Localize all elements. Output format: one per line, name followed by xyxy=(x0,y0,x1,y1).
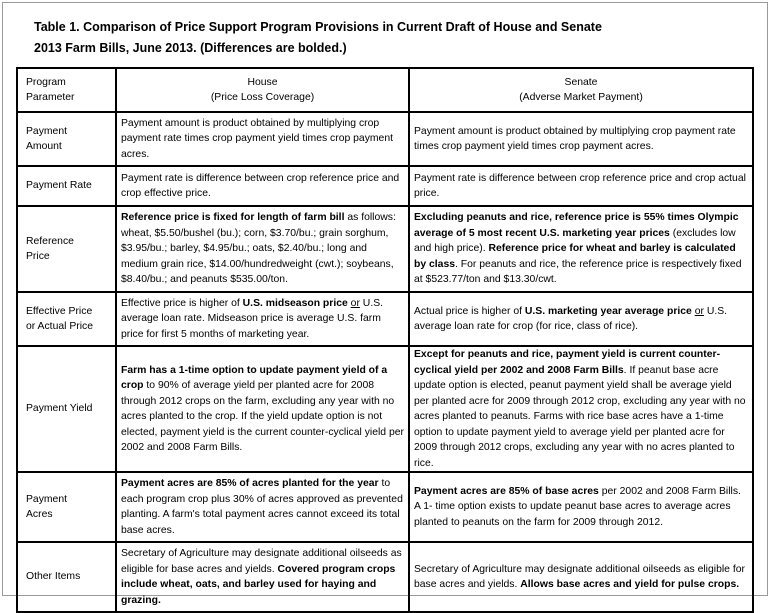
senate-payment-amount: Payment amount is product obtained by multiplying crop payment rate times crop payment yield times crop payment acres. xyxy=(409,112,753,166)
title-line-2: 2013 Farm Bills, June 2013. (Differences are bolded.) xyxy=(34,41,347,55)
param-other-items: Other Items xyxy=(17,542,116,612)
table-row-other-items xyxy=(17,542,753,612)
table-row-reference-price xyxy=(17,206,753,292)
header-senate: Senate (Adverse Market Payment) xyxy=(409,68,753,112)
param-payment-rate: Payment Rate xyxy=(17,166,116,206)
house-payment-amount: Payment amount is product obtained by multiplying crop payment rate times crop payment yield times crop payment acres. xyxy=(116,112,409,166)
senate-other-items: Secretary of Agriculture may designate additional oilseeds as eligible for base acres and yields. Allows base acres and yield for pulse crops. xyxy=(409,542,753,612)
table-row-payment-amount xyxy=(17,112,753,166)
header-program-parameter: Program Parameter xyxy=(17,68,116,112)
house-payment-acres: Payment acres are 85% of acres planted for the year to each program crop plus 30% of acres approved as prevented planting. A farm's total payment acres cannot exceed its total base acres. xyxy=(116,472,409,542)
table-row-effective-price xyxy=(17,292,753,346)
house-other-items: Secretary of Agriculture may designate additional oilseeds as eligible for base acres and yields. Covered program crops include wheat, oats, and barley used for haying and grazing. xyxy=(116,542,409,612)
table-row-payment-yield xyxy=(17,346,753,472)
table-row-payment-rate xyxy=(17,166,753,206)
param-payment-amount: Payment Amount xyxy=(17,112,116,166)
table-row-payment-acres xyxy=(17,472,753,542)
header-house: House (Price Loss Coverage) xyxy=(116,68,409,112)
param-payment-acres: Payment Acres xyxy=(17,472,116,542)
header-row xyxy=(17,68,753,112)
house-effective-price: Effective price is higher of U.S. midseason price or U.S. average loan rate. Midseason price is average U.S. farm price for first 5 months of marketing year. xyxy=(116,292,409,346)
house-payment-yield: Farm has a 1-time option to update payment yield of a crop to 90% of average yield per planted acre for 2008 through 2012 crops on the farm, excluding any year with no acres planted to the crop. If the yield update option is not elected, payment yield is the current counter-cyclical yield per 2002 and 2008 Farm Bills. xyxy=(116,346,409,472)
table-title xyxy=(34,17,754,59)
senate-payment-yield: Except for peanuts and rice, payment yield is current counter-cyclical yield per 2002 and 2008 Farm Bills. If peanut base acre update option is elected, peanut payment yield shall be average yield per planted acre for 2009 through 2012 crop, excluding any year with no acres planted to peanuts. Farms with rice base acres have a 1-time option to update payment yield to average yield per planted acre for 2009 through 2012 crops, excluding any year with no acres planted to rice. xyxy=(409,346,753,472)
param-effective-price: Effective Price or Actual Price xyxy=(17,292,116,346)
param-payment-yield: Payment Yield xyxy=(17,346,116,472)
param-reference-price: Reference Price xyxy=(17,206,116,292)
senate-payment-rate: Payment rate is difference between crop reference price and crop actual price. xyxy=(409,166,753,206)
comparison-table xyxy=(16,67,754,613)
senate-payment-acres: Payment acres are 85% of base acres per 2002 and 2008 Farm Bills. A 1- time option exists to update peanut base acres to average acres planted to peanuts on the farm for 2009 through 2012. xyxy=(409,472,753,542)
senate-effective-price: Actual price is higher of U.S. marketing year average price or U.S. average loan rate for crop (for rice, class of rice). xyxy=(409,292,753,346)
senate-reference-price: Excluding peanuts and rice, reference price is 55% times Olympic average of 5 most recent U.S. marketing year prices (excludes low and high price). Reference price for wheat and barley is calculated by class. For peanuts and rice, the reference price is respectively fixed at $523.77/ton and $13.30/cwt. xyxy=(409,206,753,292)
house-reference-price: Reference price is fixed for length of farm bill as follows: wheat, $5.50/bushel (bu.); corn, $3.70/bu.; grain sorghum, $3.95/bu.; barley, $4.95/bu.; oats, $2.40/bu.; long and medium grain rice, $14.00/hundredweight (cwt.); soybeans, $8.40/bu.; and peanuts $535.00/ton. xyxy=(116,206,409,292)
house-payment-rate: Payment rate is difference between crop reference price and crop effective price. xyxy=(116,166,409,206)
title-line-1: Table 1. Comparison of Price Support Program Provisions in Current Draft of House and Senate xyxy=(34,20,602,34)
